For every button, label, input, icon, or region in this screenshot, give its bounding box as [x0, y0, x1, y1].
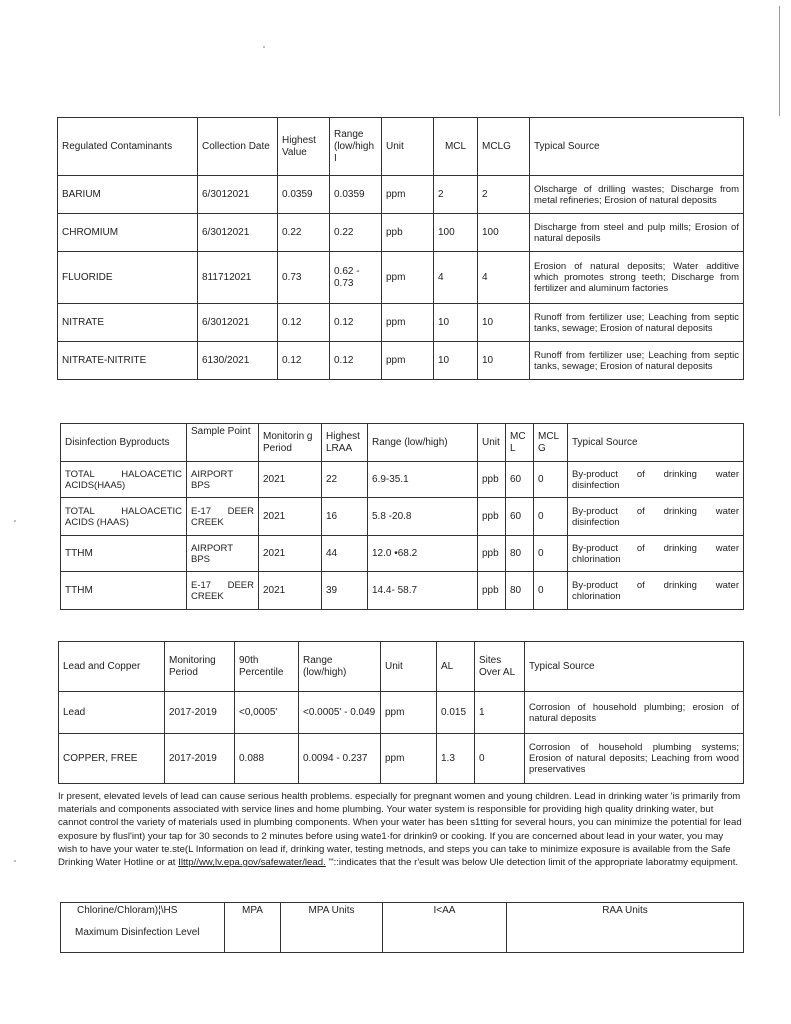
cell: 12.0 •68.2 — [368, 536, 478, 572]
cell: 80 — [506, 536, 534, 572]
cell: Runoff from fertilizer use; Leaching from septic tanks, sewage; Erosion of natural deposits — [530, 342, 744, 380]
cell: 16 — [322, 498, 368, 536]
cell: 0.22 — [330, 214, 382, 252]
chlorine-table — [60, 902, 744, 953]
cell: <0.0005' - 0.049 — [299, 692, 381, 734]
cell: Erosion of natural deposits; Water additive which promotes strong teeth; Discharge from fertilizer and aluminum factories — [530, 252, 744, 304]
chlorine-sublabel: Maximum Disinfection Level — [75, 927, 200, 938]
cell: 811712021 — [198, 252, 278, 304]
cell: ppb — [478, 536, 506, 572]
table-row — [61, 536, 744, 572]
column-header: Sites Over AL — [475, 642, 525, 692]
cell: 0.088 — [235, 734, 299, 784]
column-header: Collection Date — [198, 118, 278, 176]
cell: ppm — [381, 692, 437, 734]
column-header: Typical Source — [530, 118, 744, 176]
cell: ppb — [478, 498, 506, 536]
column-header: MCL — [434, 118, 478, 176]
cell: 2017-2019 — [165, 734, 235, 784]
column-header: MPA — [225, 903, 281, 953]
cell: ppm — [382, 252, 434, 304]
cell: ppm — [382, 304, 434, 342]
table-row — [59, 734, 744, 784]
cell: 0.12 — [278, 342, 330, 380]
cell: 6130/2021 — [198, 342, 278, 380]
cell: E-17 DEER CREEK — [187, 498, 259, 536]
cell: 5.8 -20.8 — [368, 498, 478, 536]
cell: TTHM — [61, 536, 187, 572]
column-header: Typical Source — [525, 642, 744, 692]
column-header: AL — [437, 642, 475, 692]
cell: 0.22 — [278, 214, 330, 252]
cell: AIRPORT BPS — [187, 536, 259, 572]
table-row — [58, 342, 744, 380]
column-header: Disinfection Byproducts — [61, 424, 187, 462]
cell: ppb — [382, 214, 434, 252]
cell: 6.9-35.1 — [368, 462, 478, 498]
cell: ppm — [381, 734, 437, 784]
epa-lead-link[interactable]: Ilttp//ww,lv.epa.gov/safewater/lead. — [178, 857, 326, 869]
cell: 1.3 — [437, 734, 475, 784]
cell: COPPER, FREE — [59, 734, 165, 784]
cell: E-17 DEER CREEK — [187, 572, 259, 610]
cell: 60 — [506, 462, 534, 498]
cell: 44 — [322, 536, 368, 572]
cell: Discharge from steel and pulp mills; Erosion of natural deposils — [530, 214, 744, 252]
cell: FLUORIDE — [58, 252, 198, 304]
cell: 0.73 — [278, 252, 330, 304]
cell: 0.0359 — [278, 176, 330, 214]
cell: ppb — [478, 572, 506, 610]
cell: 6/3012021 — [198, 304, 278, 342]
column-header: Regulated Contaminants — [58, 118, 198, 176]
cell: 2 — [478, 176, 530, 214]
column-header: Range (low/high I — [330, 118, 382, 176]
cell: 2021 — [259, 498, 322, 536]
cell: 60 — [506, 498, 534, 536]
column-header: Unit — [381, 642, 437, 692]
cell: 2021 — [259, 462, 322, 498]
cell: ppb — [478, 462, 506, 498]
cell: 2021 — [259, 572, 322, 610]
column-header: Lead and Copper — [59, 642, 165, 692]
column-header: Monitoring Period — [165, 642, 235, 692]
cell: 39 — [322, 572, 368, 610]
cell: 0 — [534, 572, 568, 610]
scan-speck — [14, 860, 16, 862]
table-row — [58, 252, 744, 304]
cell: 22 — [322, 462, 368, 498]
cell: 100 — [478, 214, 530, 252]
table-row — [58, 304, 744, 342]
cell: BARIUM — [58, 176, 198, 214]
cell: ppm — [382, 176, 434, 214]
cell: By-product of drinking water chlorination — [568, 536, 744, 572]
scan-speck — [263, 46, 265, 48]
cell: By-product of drinking water disinfection — [568, 498, 744, 536]
cell: NITRATE — [58, 304, 198, 342]
column-header: MC L — [506, 424, 534, 462]
column-header: MCLG — [478, 118, 530, 176]
cell: TOTAL HALOACETIC ACIDS(HAA5) — [61, 462, 187, 498]
cell: 0.62 - 0.73 — [330, 252, 382, 304]
cell: 0 — [534, 462, 568, 498]
chlorine-header-label: Chlorine/Chloram)¦\HS — [77, 905, 178, 916]
table-row — [58, 176, 744, 214]
cell: <0,0005' — [235, 692, 299, 734]
table-header-row — [58, 118, 744, 176]
table-row — [59, 692, 744, 734]
cell: TOTAL HALOACETIC ACIDS (HAAS) — [61, 498, 187, 536]
cell: 1 — [475, 692, 525, 734]
cell: Runoff from fertilizer use; Leaching from septic tanks, sewage; Erosion of natural deposits — [530, 304, 744, 342]
cell: 10 — [478, 342, 530, 380]
cell: 2 — [434, 176, 478, 214]
column-header: Monitorin g Period — [259, 424, 322, 462]
cell: 0.0094 - 0.237 — [299, 734, 381, 784]
cell: 10 — [434, 304, 478, 342]
column-header: MPA Units — [281, 903, 383, 953]
cell: 6/3012021 — [198, 214, 278, 252]
scan-edge-line — [779, 6, 780, 116]
cell: 0.0359 — [330, 176, 382, 214]
cell: 0.015 — [437, 692, 475, 734]
cell: 0.12 — [330, 342, 382, 380]
cell: Corrosion of household plumbing systems; Erosion of natural deposits; Leaching from wood preservatives — [525, 734, 744, 784]
column-header: Unit — [382, 118, 434, 176]
column-header: Range (low/high) — [368, 424, 478, 462]
cell: CHROMIUM — [58, 214, 198, 252]
cell: ppm — [382, 342, 434, 380]
cell: 0 — [534, 498, 568, 536]
table-header-row — [61, 424, 744, 462]
table-row — [61, 462, 744, 498]
note-text: Ir present, elevated levels of lead can cause serious health problems. especially for pregnant women and young children. Lead in drinking water 'is primarily from materials and components associated with service lines and home plumbing. Your water system is responsible for providing high quality drinking water, but cannot control the variety of materials used in plumbing components. When your water has been s1tting for several hours, you can minimize the potential for lead exposure by flusl'int) your tap for 30 seconds to 2 minutes before using wate1·for drinkin9 or cooking. If you are concerned about lead in your water, you may wish to have your water te.ste(L Information on lead if, drinking water, testing metnods, and steps you can take to minimize exposure is available from the Safe Drinking Water Hotline or at — [58, 791, 742, 869]
cell: 14.4- 58.7 — [368, 572, 478, 610]
disinfection-byproducts-table — [60, 423, 744, 610]
regulated-contaminants-table — [57, 117, 744, 380]
table-row — [61, 572, 744, 610]
column-header: 90th Percentile — [235, 642, 299, 692]
column-header — [61, 903, 225, 953]
cell: Lead — [59, 692, 165, 734]
cell: AIRPORT BPS — [187, 462, 259, 498]
scan-speck — [14, 520, 16, 522]
cell: 0 — [534, 536, 568, 572]
cell: NITRATE-NITRITE — [58, 342, 198, 380]
column-header: MCL G — [534, 424, 568, 462]
cell: 0.12 — [330, 304, 382, 342]
cell: 100 — [434, 214, 478, 252]
column-header: Highest Value — [278, 118, 330, 176]
table-row — [58, 214, 744, 252]
column-header: Unit — [478, 424, 506, 462]
cell: By-product of drinking water disinfection — [568, 462, 744, 498]
cell: Corrosion of household plumbing; erosion of natural deposits — [525, 692, 744, 734]
note-tail: '"::indicates that the r'esult was below Ule detection limit of the appropriate laboratmy equipment. — [325, 857, 739, 869]
column-header: Highest LRAA — [322, 424, 368, 462]
cell: 0.12 — [278, 304, 330, 342]
cell: TTHM — [61, 572, 187, 610]
cell: 4 — [434, 252, 478, 304]
cell: 10 — [478, 304, 530, 342]
cell: 80 — [506, 572, 534, 610]
cell: By-product of drinking water chlorination — [568, 572, 744, 610]
cell: 0 — [475, 734, 525, 784]
cell: 2021 — [259, 536, 322, 572]
column-header: Range (low/high) — [299, 642, 381, 692]
column-header: Typical Source — [568, 424, 744, 462]
table-header-row — [61, 903, 744, 953]
column-header: I<AA — [383, 903, 507, 953]
lead-copper-table — [58, 641, 744, 784]
cell: 6/3012021 — [198, 176, 278, 214]
cell: 4 — [478, 252, 530, 304]
column-header: RAA Units — [507, 903, 744, 953]
cell: Olscharge of drilling wastes; Discharge from metal refineries; Erosion of natural deposits — [530, 176, 744, 214]
table-row — [61, 498, 744, 536]
cell: 2017-2019 — [165, 692, 235, 734]
column-header: Sample Point — [187, 424, 259, 462]
table-header-row — [59, 642, 744, 692]
cell: 10 — [434, 342, 478, 380]
lead-information-note — [58, 790, 742, 869]
